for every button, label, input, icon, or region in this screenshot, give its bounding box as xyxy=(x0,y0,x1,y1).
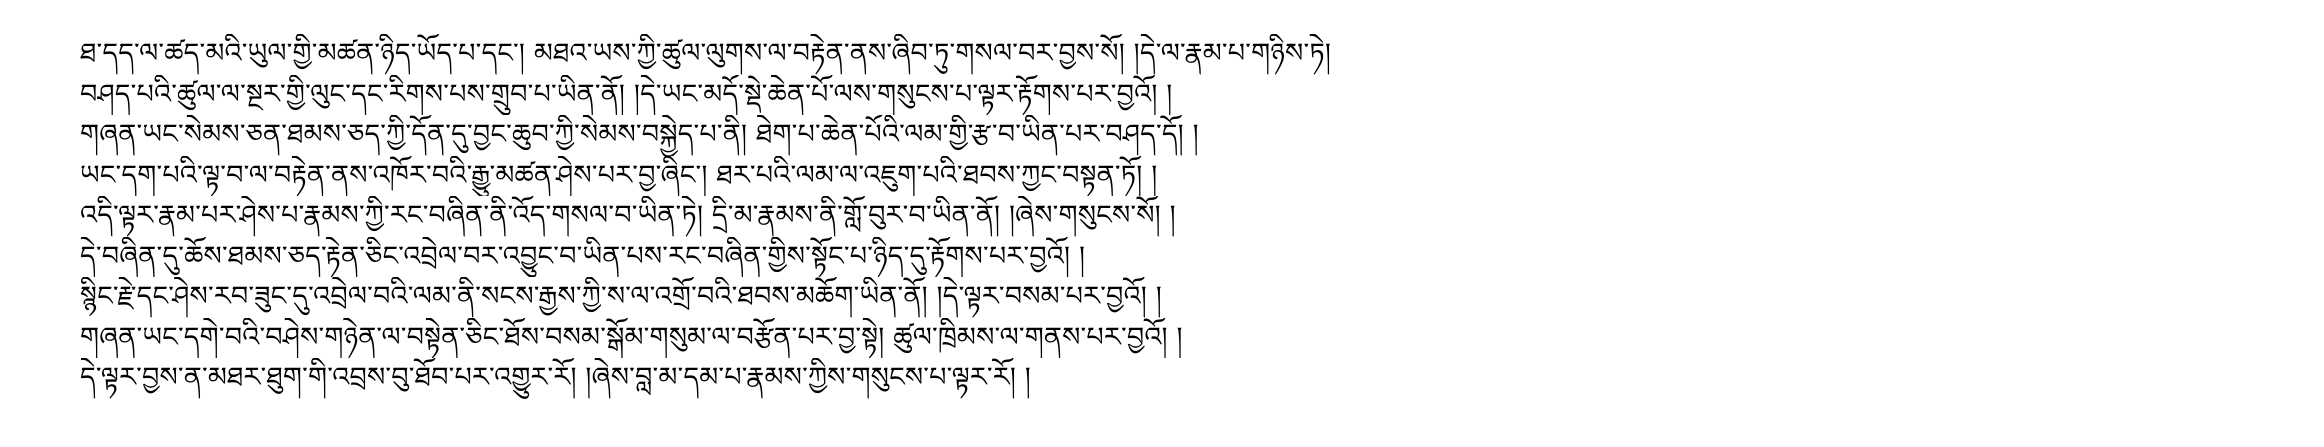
text-line-7: སྙིང་རྗེ་དང་ཤེས་རབ་ཟུང་དུ་འབྲེལ་བའི་ལམ་ནི་སངས་རྒྱས་ཀྱི་ས་ལ་འགྲོ་བའི་ཐབས་མཆོག་ཡིན་ནོ། །དེ་ལྟར་བསམ་པར་བྱའོ། ། xyxy=(80,281,1162,312)
text-line-2: བཤད་པའི་ཚུལ་ལ་སྔར་གྱི་ལུང་དང་རིགས་པས་གྲུབ་པ་ཡིན་ནོ། །དེ་ཡང་མདོ་སྡེ་ཆེན་པོ་ལས་གསུངས་པ་ལྟར་རྟོགས་པར་བྱའོ། ། xyxy=(80,78,1173,110)
text-line-6: དེ་བཞིན་དུ་ཆོས་ཐམས་ཅད་རྟེན་ཅིང་འབྲེལ་བར་འབྱུང་བ་ཡིན་པས་རང་བཞིན་གྱིས་སྟོང་པ་ཉིད་དུ་རྟོགས་པར་བྱའོ། ། xyxy=(80,240,1086,272)
text-line-1: ཐ་དད་ལ་ཚད་མའི་ཡུལ་གྱི་མཚན་ཉིད་ཡོད་པ་དང་། མཐའ་ཡས་ཀྱི་ཚུལ་ལུགས་ལ་བརྟེན་ནས་ཞིབ་ཏུ་གསལ་བར་བྱས་སོ། །དེ་ལ་རྣམ་པ་གཉིས་ཏེ། xyxy=(80,38,1332,69)
tibetan-text-block xyxy=(80,34,2260,399)
text-line-3: གཞན་ཡང་སེམས་ཅན་ཐམས་ཅད་ཀྱི་དོན་དུ་བྱང་ཆུབ་ཀྱི་སེམས་བསྐྱེད་པ་ནི། ཐེག་པ་ཆེན་པོའི་ལམ་གྱི་རྩ་བ་ཡིན་པར་བཤད་དོ། ། xyxy=(80,119,1199,150)
text-line-4: ཡང་དག་པའི་ལྟ་བ་ལ་བརྟེན་ནས་འཁོར་བའི་རྒྱུ་མཚན་ཤེས་པར་བྱ་ཞིང་། ཐར་པའི་ལམ་ལ་འཇུག་པའི་ཐབས་ཀྱང་བསྟན་ཏོ། ། xyxy=(80,159,1158,191)
text-line-9: དེ་ལྟར་བྱས་ན་མཐར་ཐུག་གི་འབྲས་བུ་ཐོབ་པར་འགྱུར་རོ། །ཞེས་བླ་མ་དམ་པ་རྣམས་ཀྱིས་གསུངས་པ་ལྟར་རོ། ། xyxy=(80,362,1031,393)
text-line-5: འདི་ལྟར་རྣམ་པར་ཤེས་པ་རྣམས་ཀྱི་རང་བཞིན་ནི་འོད་གསལ་བ་ཡིན་ཏེ། དྲི་མ་རྣམས་ནི་གློ་བུར་བ་ཡིན་ནོ། །ཞེས་གསུངས་སོ། ། xyxy=(80,200,1176,231)
text-line-8: གཞན་ཡང་དགེ་བའི་བཤེས་གཉེན་ལ་བསྟེན་ཅིང་ཐོས་བསམ་སྒོམ་གསུམ་ལ་བརྩོན་པར་བྱ་སྟེ། ཚུལ་ཁྲིམས་ལ་གནས་པར་བྱའོ། ། xyxy=(80,321,1183,353)
